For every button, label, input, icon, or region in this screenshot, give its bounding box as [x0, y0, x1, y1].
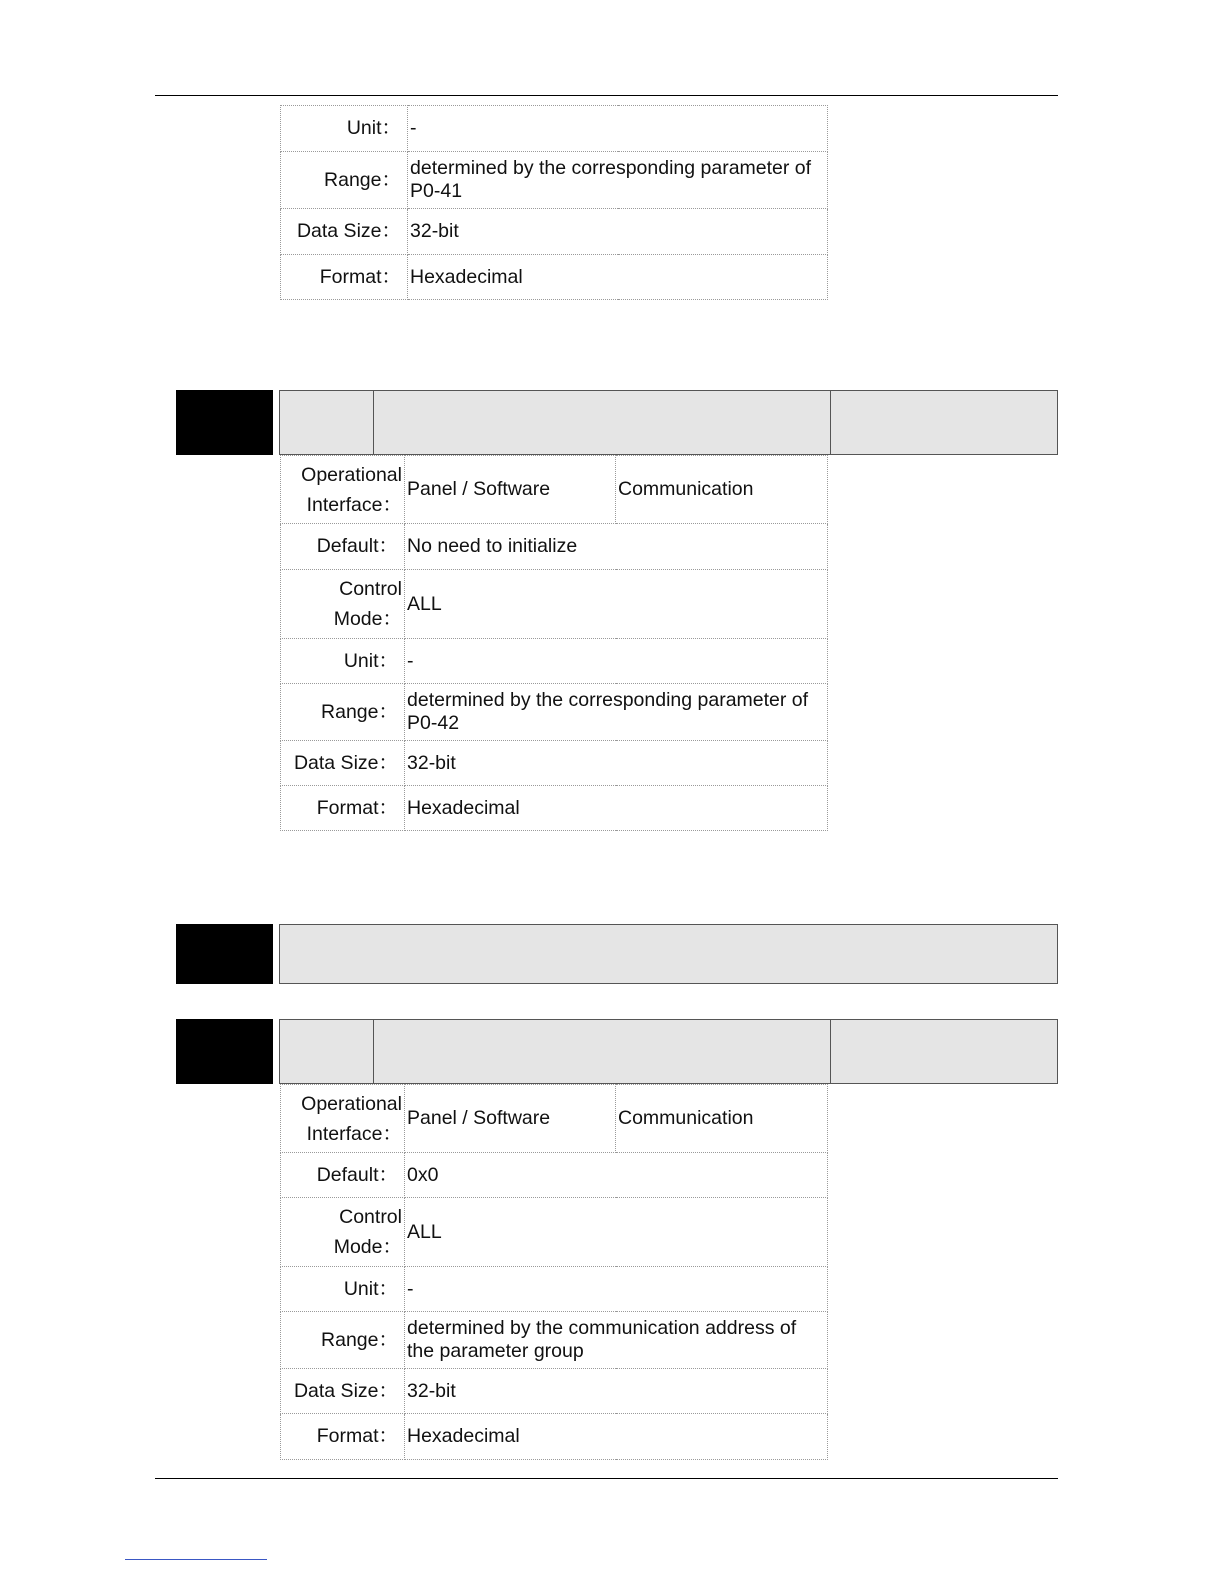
param-table-group-address: [280, 1084, 828, 1460]
unit-value: -: [405, 639, 828, 684]
parameter-header: [279, 390, 1058, 455]
parameter-header-cell: [831, 1020, 1057, 1083]
range-value: determined by the communication address of the parameter group: [405, 1312, 828, 1369]
parameter-header-cell: [280, 391, 374, 454]
control-mode-value: ALL: [405, 1198, 828, 1267]
data-size-value: 32-bit: [408, 209, 828, 255]
parameter-header-cell: [374, 1020, 831, 1083]
unit-row: [281, 639, 828, 684]
data-size-value: 32-bit: [405, 1369, 828, 1414]
format-value: Hexadecimal: [408, 255, 828, 300]
control-mode-label: Control Mode：: [281, 1198, 405, 1267]
default-row: [281, 1153, 828, 1198]
communication-value: Communication: [616, 1085, 828, 1153]
range-row: [281, 684, 828, 741]
unit-value: -: [408, 106, 828, 152]
format-value: Hexadecimal: [405, 1414, 828, 1460]
unit-label: Unit：: [281, 1267, 405, 1312]
parameter-header-cell: [374, 391, 831, 454]
control-mode-value: ALL: [405, 570, 828, 639]
unit-value: -: [405, 1267, 828, 1312]
unit-row: [281, 1267, 828, 1312]
operational-interface-label: Operational Interface：: [281, 1085, 405, 1153]
footer-rule: [155, 1478, 1058, 1479]
format-row: [281, 255, 828, 300]
format-row: [281, 786, 828, 831]
range-value: determined by the corresponding parameter of P0-42: [405, 684, 828, 741]
group-header: [279, 924, 1058, 984]
param-table-p0-41-tail: [280, 105, 828, 300]
format-label: Format：: [281, 255, 408, 300]
parameter-header-cell: [831, 391, 1057, 454]
format-label: Format：: [281, 1414, 405, 1460]
parameter-code-box: [176, 390, 273, 455]
format-value: Hexadecimal: [405, 786, 828, 831]
unit-row: [281, 106, 828, 152]
default-label: Default：: [281, 1153, 405, 1198]
operational-interface-label: Operational Interface：: [281, 456, 405, 524]
control-mode-row: [281, 1198, 828, 1267]
parameter-header-cell: [280, 1020, 374, 1083]
group-code-box: [176, 924, 273, 984]
operational-interface-row: [281, 456, 828, 524]
panel-software-value: Panel / Software: [405, 1085, 616, 1153]
control-mode-label: Control Mode：: [281, 570, 405, 639]
range-row: [281, 152, 828, 209]
format-row: [281, 1414, 828, 1460]
data-size-row: [281, 1369, 828, 1414]
data-size-value: 32-bit: [405, 741, 828, 786]
data-size-label: Data Size：: [281, 741, 405, 786]
default-row: [281, 524, 828, 570]
data-size-row: [281, 209, 828, 255]
parameter-header: [279, 1019, 1058, 1084]
unit-label: Unit：: [281, 106, 408, 152]
range-label: Range：: [281, 684, 405, 741]
range-label: Range：: [281, 1312, 405, 1369]
control-mode-row: [281, 570, 828, 639]
header-rule: [155, 95, 1058, 96]
range-value: determined by the corresponding parameter of P0-41: [408, 152, 828, 209]
communication-value: Communication: [616, 456, 828, 524]
footer-link-line: [125, 1559, 267, 1560]
default-value: 0x0: [405, 1153, 828, 1198]
range-row: [281, 1312, 828, 1369]
default-value: No need to initialize: [405, 524, 828, 570]
param-table-p0-42: [280, 455, 828, 831]
data-size-label: Data Size：: [281, 209, 408, 255]
operational-interface-row: [281, 1085, 828, 1153]
default-label: Default：: [281, 524, 405, 570]
data-size-label: Data Size：: [281, 1369, 405, 1414]
unit-label: Unit：: [281, 639, 405, 684]
format-label: Format：: [281, 786, 405, 831]
range-label: Range：: [281, 152, 408, 209]
panel-software-value: Panel / Software: [405, 456, 616, 524]
data-size-row: [281, 741, 828, 786]
parameter-code-box: [176, 1019, 273, 1084]
